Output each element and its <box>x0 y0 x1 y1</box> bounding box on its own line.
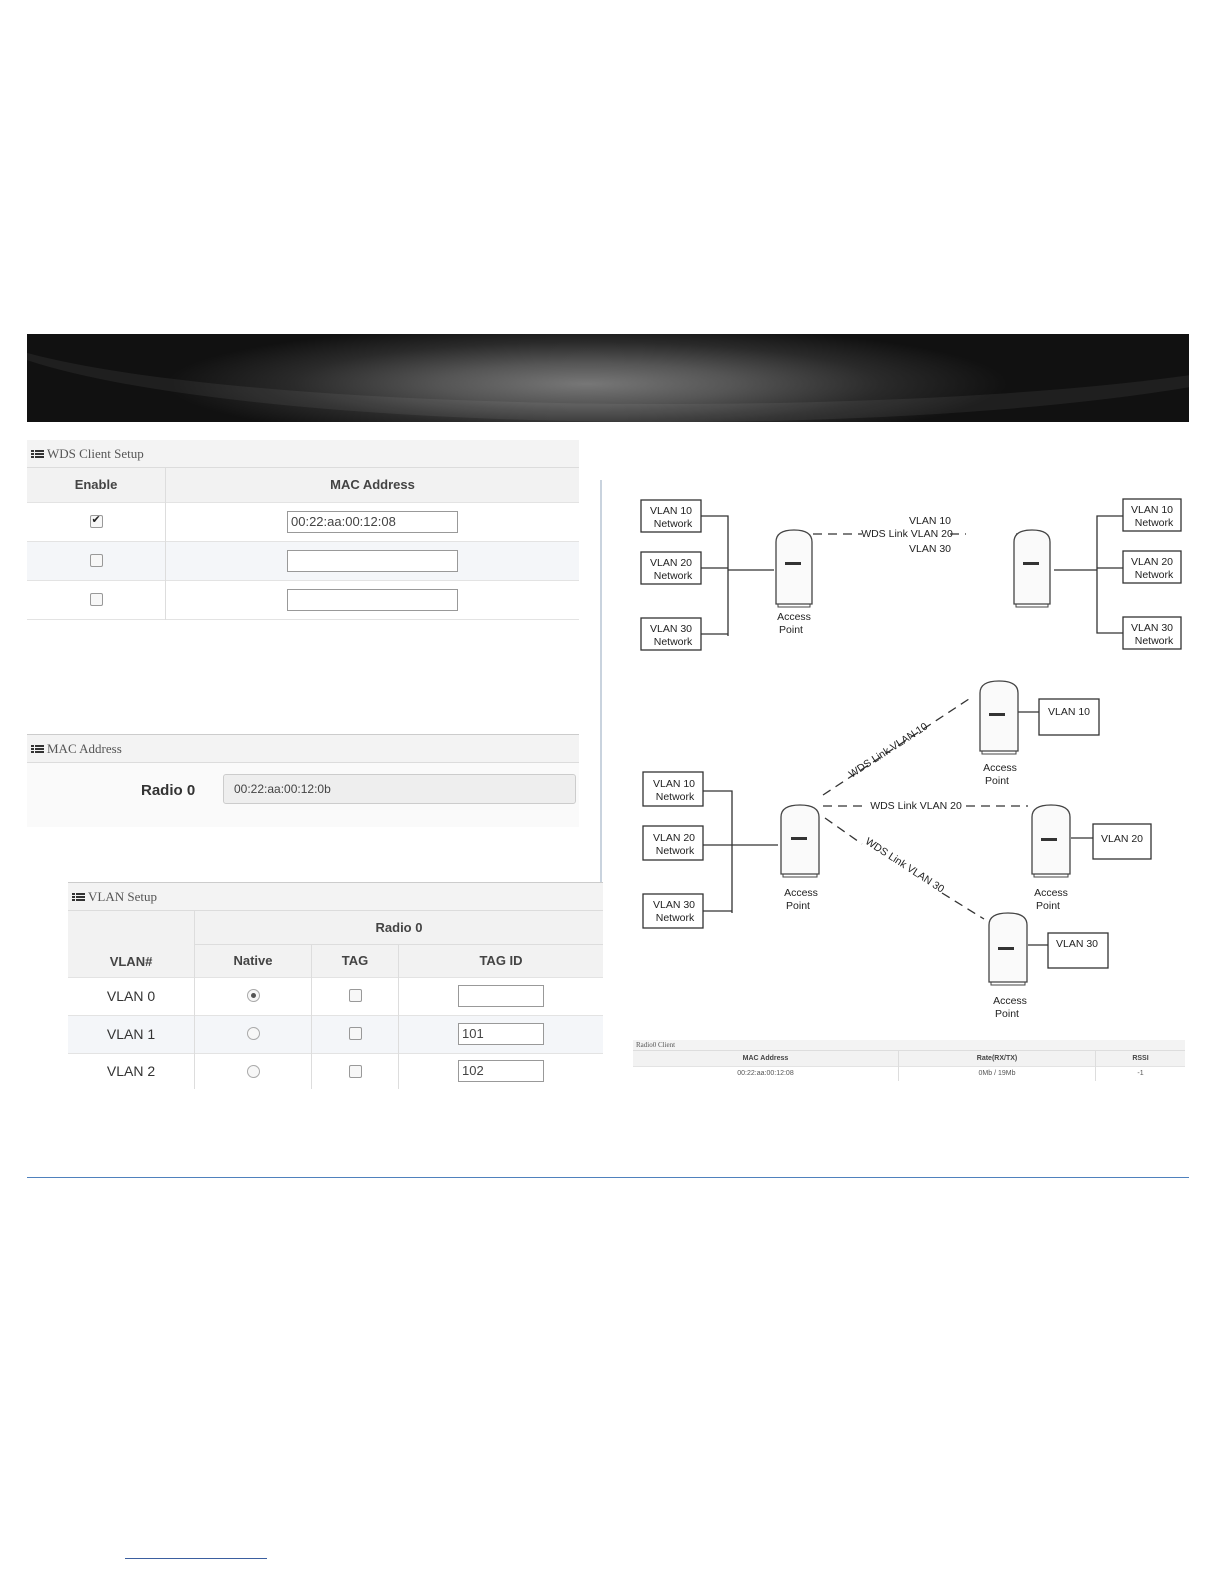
native-radio-1[interactable] <box>247 1027 260 1040</box>
wds-diagram-point-to-multipoint <box>630 675 1190 1025</box>
ap-label: Access <box>784 887 818 899</box>
network-label: Network <box>655 912 695 924</box>
table-row <box>68 1053 603 1089</box>
client-rssi-header: RSSI <box>1096 1051 1186 1066</box>
tag-id-input-2[interactable]: 102 <box>458 1060 544 1082</box>
ap-label: Access <box>777 611 811 623</box>
vlan-setup-title: VLAN Setup <box>68 883 603 911</box>
tag-id-input-0[interactable] <box>458 985 544 1007</box>
table-row <box>68 1015 603 1053</box>
network-label: VLAN 10 <box>1130 504 1174 516</box>
mac-input-3[interactable] <box>287 589 458 611</box>
native-column-header: Native <box>195 944 312 977</box>
network-label: VLAN 30 <box>649 623 693 635</box>
ap-label: Point <box>995 1008 1019 1020</box>
network-label: Network <box>653 570 693 582</box>
table-list-icon <box>31 450 44 459</box>
table-list-icon <box>31 745 44 754</box>
ap-label: Access <box>1034 887 1068 899</box>
network-label: Network <box>653 518 693 530</box>
table-row <box>27 541 579 580</box>
tag-checkbox-2[interactable] <box>349 1065 362 1078</box>
radio-client-panel <box>633 1040 1185 1086</box>
mac-input-1[interactable]: 00:22:aa:00:12:08 <box>287 511 458 533</box>
ap-label: Access <box>983 762 1017 774</box>
vertical-separator <box>600 480 602 885</box>
vlan-table <box>68 911 603 1089</box>
native-radio-0[interactable] <box>247 989 260 1002</box>
ap-label: Point <box>985 775 1009 787</box>
enable-column-header: Enable <box>27 468 166 502</box>
enable-checkbox-1[interactable] <box>90 515 103 528</box>
vlan-name: VLAN 2 <box>68 1053 195 1089</box>
client-rate: 0Mb / 19Mb <box>899 1066 1096 1081</box>
header-banner <box>27 334 1189 422</box>
link-label: WDS Link VLAN 20 <box>870 800 962 812</box>
network-label: Network <box>653 636 693 648</box>
access-point-icon <box>781 805 819 877</box>
table-list-icon <box>72 893 85 902</box>
vlan-name: VLAN 1 <box>68 1015 195 1053</box>
network-label: Network <box>655 845 695 857</box>
network-label: Network <box>1134 569 1174 581</box>
network-label: VLAN 20 <box>1130 556 1174 568</box>
network-label: Network <box>655 791 695 803</box>
ap-label: Access <box>993 995 1027 1007</box>
client-mac: 00:22:aa:00:12:08 <box>633 1066 899 1081</box>
radio-mac-field: 00:22:aa:00:12:0b <box>223 774 576 804</box>
wds-client-setup-panel <box>27 440 579 622</box>
footnote-divider <box>125 1558 267 1559</box>
network-label: VLAN 10 <box>649 505 693 517</box>
wds-client-table <box>27 468 579 620</box>
footer-divider <box>27 1177 1189 1178</box>
network-label: VLAN 20 <box>652 832 696 844</box>
enable-checkbox-2[interactable] <box>90 554 103 567</box>
radio-client-title: Radio0 Client <box>633 1040 1185 1051</box>
link-label: VLAN 10 <box>908 515 952 527</box>
access-point-icon <box>989 913 1027 985</box>
tag-column-header: TAG <box>312 944 399 977</box>
radio-group-header: Radio 0 <box>195 911 604 944</box>
enable-checkbox-3[interactable] <box>90 593 103 606</box>
wds-diagram-point-to-point <box>630 490 1190 660</box>
table-row <box>27 502 579 541</box>
link-label: WDS Link VLAN 30 <box>862 835 947 896</box>
radio-label: Radio 0 <box>141 782 196 799</box>
tag-id-input-1[interactable]: 101 <box>458 1023 544 1045</box>
network-label: Network <box>1134 517 1174 529</box>
client-mac-header: MAC Address <box>633 1051 899 1066</box>
table-row <box>68 977 603 1015</box>
ap-label: Point <box>786 900 810 912</box>
vlan-name: VLAN 0 <box>68 977 195 1015</box>
client-rssi: -1 <box>1137 1070 1144 1078</box>
tag-checkbox-1[interactable] <box>349 1027 362 1040</box>
link-label: WDS Link VLAN 20 <box>861 528 953 540</box>
link-label: VLAN 30 <box>908 543 952 555</box>
vlan-column-header: VLAN# <box>68 911 195 977</box>
remote-network-label: VLAN 10 <box>1047 706 1091 718</box>
ap-label: Point <box>1036 900 1060 912</box>
network-label: VLAN 20 <box>649 557 693 569</box>
mac-address-panel <box>27 734 579 829</box>
remote-network-label: VLAN 20 <box>1100 833 1144 845</box>
table-row <box>27 580 579 619</box>
remote-network-label: VLAN 30 <box>1055 938 1099 950</box>
network-label: VLAN 10 <box>652 778 696 790</box>
vlan-setup-panel <box>68 882 603 1089</box>
radio-client-table <box>633 1051 1185 1081</box>
wds-client-setup-title: WDS Client Setup <box>27 440 579 468</box>
network-label: VLAN 30 <box>1130 622 1174 634</box>
tag-id-column-header: TAG ID <box>399 944 604 977</box>
access-point-icon <box>980 681 1018 754</box>
client-rate-header: Rate(RX/TX) <box>899 1051 1096 1066</box>
network-label: VLAN 30 <box>652 899 696 911</box>
ap-label: Point <box>779 624 803 636</box>
tag-checkbox-0[interactable] <box>349 989 362 1002</box>
access-point-icon <box>1032 805 1070 877</box>
link-label: WDS Link VLAN 10 <box>846 720 931 781</box>
table-row <box>633 1066 1185 1081</box>
network-label: Network <box>1134 635 1174 647</box>
mac-column-header: MAC Address <box>166 468 580 502</box>
access-point-icon <box>776 530 812 607</box>
mac-address-title: MAC Address <box>27 735 579 763</box>
native-radio-2[interactable] <box>247 1065 260 1078</box>
access-point-icon <box>1014 530 1050 607</box>
mac-input-2[interactable] <box>287 550 458 572</box>
